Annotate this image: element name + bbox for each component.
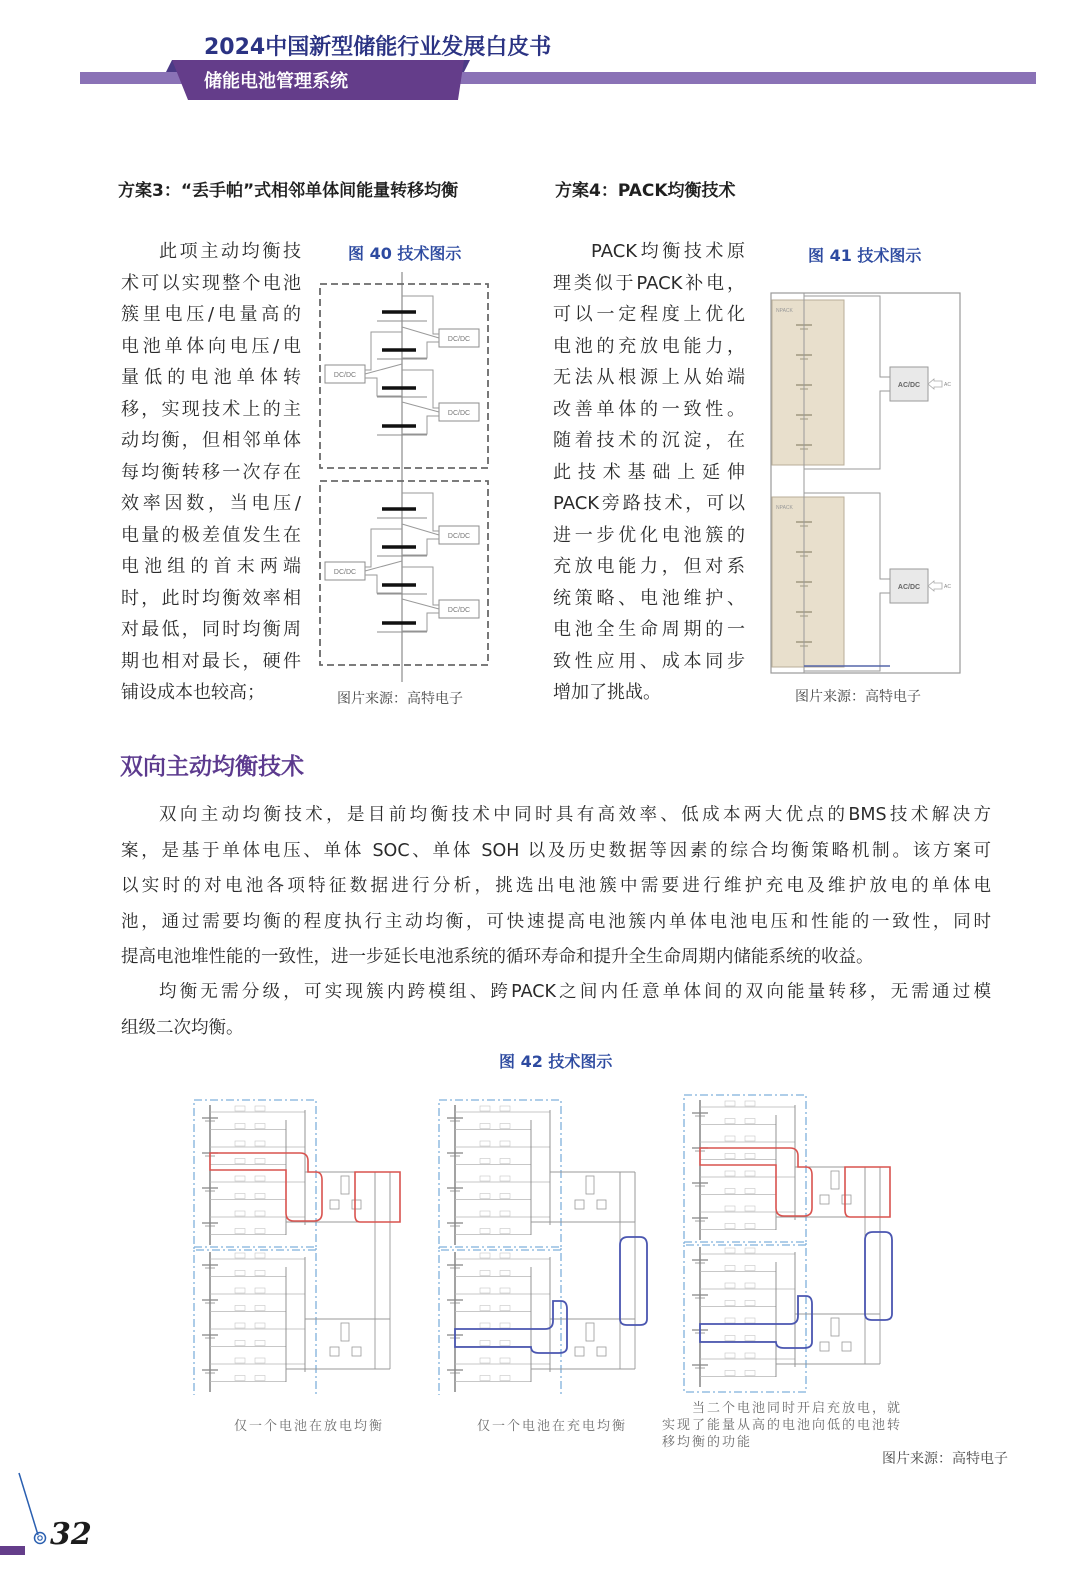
switch bbox=[235, 1176, 245, 1181]
text-line: 量低的电池单体转 bbox=[121, 367, 301, 388]
switch bbox=[500, 1141, 510, 1146]
switch bbox=[500, 1211, 510, 1216]
switch bbox=[255, 1341, 265, 1346]
switch bbox=[745, 1171, 755, 1176]
switch bbox=[725, 1189, 735, 1194]
bidirectional-heading: 双向主动均衡技术 bbox=[120, 754, 304, 780]
text-line: 电池单体向电压/电 bbox=[121, 335, 301, 357]
dc-dc-label: DC/DC bbox=[447, 336, 471, 343]
text-line: 无法从根源上从始端 bbox=[553, 367, 745, 388]
text-line: 期也相对最长，硬件 bbox=[121, 650, 301, 672]
text-line: 铺设成本也较高； bbox=[121, 682, 265, 703]
figure42-panel1-caption: 仅一个电池在放电均衡 bbox=[234, 1419, 385, 1434]
text-line: 此技术基础上延伸 bbox=[553, 461, 745, 483]
dc-dc-label: DC/DC bbox=[447, 533, 471, 540]
switch bbox=[745, 1189, 755, 1194]
switch bbox=[725, 1171, 735, 1176]
switch bbox=[480, 1253, 490, 1258]
switch bbox=[500, 1229, 510, 1234]
text-line: 电池的充放电能力， bbox=[553, 335, 745, 357]
mosfet bbox=[330, 1200, 339, 1209]
switch bbox=[255, 1194, 265, 1199]
text-line: 以实时的对电池各项特征数据进行分析，挑选出电池簇中需要进行维护充电及维护放电的单体电 bbox=[121, 876, 991, 896]
text-line: 动均衡，但相邻单体 bbox=[121, 430, 301, 451]
charge-path bbox=[865, 1232, 892, 1320]
switch bbox=[255, 1376, 265, 1381]
switch bbox=[480, 1271, 490, 1276]
text-line: 可以一定程度上优化 bbox=[553, 304, 745, 325]
mosfet bbox=[352, 1347, 361, 1356]
transformer bbox=[831, 1318, 839, 1336]
switch bbox=[480, 1288, 490, 1293]
switch bbox=[480, 1358, 490, 1363]
text-line: 统策略、电池维护、 bbox=[553, 587, 745, 609]
text-line: 组级二次均衡。 bbox=[121, 1017, 244, 1038]
mosfet bbox=[575, 1347, 584, 1356]
text-line: PACK均衡技术原 bbox=[591, 241, 745, 262]
switch bbox=[235, 1288, 245, 1293]
text-line: 理类似于PACK补电， bbox=[553, 272, 745, 294]
switch bbox=[235, 1229, 245, 1234]
switch bbox=[255, 1253, 265, 1258]
switch bbox=[255, 1159, 265, 1164]
switch bbox=[745, 1206, 755, 1211]
switch bbox=[235, 1141, 245, 1146]
switch bbox=[500, 1376, 510, 1381]
switch bbox=[235, 1194, 245, 1199]
switch bbox=[725, 1224, 735, 1229]
switch bbox=[255, 1288, 265, 1293]
switch bbox=[745, 1101, 755, 1106]
switch bbox=[725, 1371, 735, 1376]
switch bbox=[235, 1341, 245, 1346]
switch bbox=[255, 1124, 265, 1129]
switch bbox=[725, 1283, 735, 1288]
mosfet bbox=[842, 1195, 851, 1204]
switch bbox=[255, 1176, 265, 1181]
text-line: 对最低，同时均衡周 bbox=[121, 619, 301, 640]
discharge-path bbox=[355, 1172, 400, 1222]
switch bbox=[725, 1101, 735, 1106]
ac-label: AC bbox=[944, 584, 951, 590]
text-line: 术可以实现整个电池 bbox=[121, 272, 301, 294]
ac-dc-label: AC/DC bbox=[897, 584, 921, 591]
switch bbox=[480, 1159, 490, 1164]
switch bbox=[255, 1358, 265, 1363]
switch bbox=[725, 1318, 735, 1323]
switch bbox=[480, 1124, 490, 1129]
switch bbox=[500, 1271, 510, 1276]
switch bbox=[745, 1266, 755, 1271]
switch bbox=[235, 1253, 245, 1258]
scheme3-heading: 方案3：“丢手帕”式相邻单体间能量转移均衡 bbox=[118, 181, 459, 201]
switch bbox=[255, 1106, 265, 1111]
text-line: 增加了挑战。 bbox=[553, 682, 661, 703]
text-line: 此项主动均衡技 bbox=[159, 241, 301, 262]
figure40-caption: 图 40 技术图示 bbox=[348, 244, 462, 263]
switch bbox=[745, 1248, 755, 1253]
figure42-panel-both bbox=[680, 1090, 910, 1395]
switch bbox=[500, 1176, 510, 1181]
discharge-path bbox=[845, 1167, 890, 1217]
text-line: PACK旁路技术，可以 bbox=[553, 493, 745, 514]
figure42-caption: 图 42 技术图示 bbox=[499, 1052, 613, 1071]
text-line: 改善单体的一致性。 bbox=[553, 398, 745, 420]
figure40-diagram bbox=[315, 272, 495, 682]
ac-label: AC bbox=[944, 382, 951, 388]
text-line: 电量的极差值发生在 bbox=[121, 524, 301, 546]
switch bbox=[725, 1206, 735, 1211]
switch bbox=[500, 1323, 510, 1328]
module-boundary bbox=[194, 1100, 316, 1250]
text-line: 池，通过需要均衡的程度执行主动均衡，可快速提高电池簇内单体电池电压和性能的一致性，同时 bbox=[121, 911, 991, 932]
mosfet bbox=[597, 1347, 606, 1356]
text-line: 双向主动均衡技术，是目前均衡技术中同时具有高效率、低成本两大优点的BMS技术解决方 bbox=[159, 805, 991, 825]
text-line: 充放电能力，但对系 bbox=[553, 556, 745, 577]
switch bbox=[745, 1336, 755, 1341]
mosfet bbox=[352, 1200, 361, 1209]
switch bbox=[255, 1211, 265, 1216]
figure42-source: 图片来源：高特电子 bbox=[882, 1451, 1008, 1467]
bidirectional-paragraph-1 bbox=[121, 798, 991, 976]
figure42-panel-discharge bbox=[190, 1095, 415, 1395]
scheme4-text bbox=[553, 236, 745, 709]
transformer bbox=[341, 1323, 349, 1341]
ac-input-arrow bbox=[928, 379, 942, 389]
text-line: 案，是基于单体电压、单体 SOC、单体 SOH 以及历史数据等因素的综合均衡策略机制。该方案可 bbox=[121, 840, 991, 861]
mosfet bbox=[330, 1347, 339, 1356]
transformer bbox=[341, 1176, 349, 1194]
page-number: 32 bbox=[50, 1517, 92, 1552]
charge-path bbox=[620, 1237, 647, 1325]
switch bbox=[725, 1154, 735, 1159]
figure42-panel-charge bbox=[435, 1095, 660, 1395]
switch bbox=[725, 1119, 735, 1124]
scheme3-text bbox=[121, 236, 301, 709]
scheme4-heading: 方案4：PACK均衡技术 bbox=[555, 181, 736, 201]
figure41-diagram bbox=[770, 292, 962, 676]
mosfet bbox=[820, 1195, 829, 1204]
text-line: 随着技术的沉淀，在 bbox=[553, 430, 745, 451]
switch bbox=[500, 1106, 510, 1111]
switch bbox=[235, 1211, 245, 1216]
switch bbox=[235, 1124, 245, 1129]
switch bbox=[480, 1341, 490, 1346]
switch bbox=[235, 1376, 245, 1381]
switch bbox=[500, 1253, 510, 1258]
text-line: 效率因数，当电压/ bbox=[121, 493, 301, 514]
text-line: 簇里电压/电量高的 bbox=[121, 304, 301, 325]
figure40-source: 图片来源：高特电子 bbox=[337, 691, 463, 707]
switch bbox=[235, 1271, 245, 1276]
switch bbox=[500, 1194, 510, 1199]
section-subtitle: 储能电池管理系统 bbox=[204, 71, 348, 92]
switch bbox=[255, 1141, 265, 1146]
switch bbox=[500, 1159, 510, 1164]
switch bbox=[255, 1271, 265, 1276]
module-boundary bbox=[684, 1095, 806, 1245]
switch bbox=[480, 1194, 490, 1199]
switch bbox=[235, 1323, 245, 1328]
switch bbox=[235, 1106, 245, 1111]
switch bbox=[500, 1341, 510, 1346]
switch bbox=[235, 1306, 245, 1311]
switch bbox=[725, 1353, 735, 1358]
switch bbox=[480, 1106, 490, 1111]
switch bbox=[725, 1301, 735, 1306]
text-line: 进一步优化电池簇的 bbox=[553, 524, 745, 546]
switch bbox=[480, 1141, 490, 1146]
dc-dc-label: DC/DC bbox=[447, 607, 471, 614]
switch bbox=[500, 1124, 510, 1129]
switch bbox=[500, 1358, 510, 1363]
module-boundary bbox=[684, 1242, 806, 1392]
ac-dc-label: AC/DC bbox=[897, 382, 921, 389]
ac-input-arrow bbox=[928, 581, 942, 591]
switch bbox=[255, 1306, 265, 1311]
text-line: 提高电池堆性能的一致性，进一步延长电池系统的循环寿命和提升全生命周期内储能系统的收益。 bbox=[121, 947, 874, 967]
switch bbox=[745, 1301, 755, 1306]
switch bbox=[745, 1136, 755, 1141]
transformer bbox=[586, 1176, 594, 1194]
mosfet bbox=[575, 1200, 584, 1209]
switch bbox=[480, 1211, 490, 1216]
pack-label: NPACK bbox=[776, 505, 793, 511]
switch bbox=[500, 1288, 510, 1293]
figure42-panel3-caption: 当二个电池同时开启充放电，就实现了能量从高的电池向低的电池转移均衡的功能 bbox=[662, 1401, 903, 1450]
mosfet bbox=[820, 1342, 829, 1351]
text-line: 移，实现技术上的主 bbox=[121, 398, 301, 420]
figure41-caption: 图 41 技术图示 bbox=[808, 246, 922, 265]
text-line: 均衡无需分级，可实现簇内跨模组、跨PACK之间内任意单体间的双向能量转移，无需通过模 bbox=[159, 982, 991, 1002]
mosfet bbox=[597, 1200, 606, 1209]
switch bbox=[255, 1229, 265, 1234]
switch bbox=[480, 1229, 490, 1234]
switch bbox=[725, 1248, 735, 1253]
bidirectional-paragraph-2 bbox=[121, 975, 991, 1046]
dc-dc-label: DC/DC bbox=[333, 372, 357, 379]
switch bbox=[745, 1353, 755, 1358]
switch bbox=[480, 1376, 490, 1381]
switch bbox=[255, 1323, 265, 1328]
transformer bbox=[831, 1171, 839, 1189]
text-line: 时，此时均衡效率相 bbox=[121, 587, 301, 609]
switch bbox=[745, 1318, 755, 1323]
text-line: 致性应用、成本同步 bbox=[553, 650, 745, 672]
switch bbox=[235, 1358, 245, 1363]
text-line: 电池组的首末两端 bbox=[121, 556, 301, 577]
dc-dc-label: DC/DC bbox=[447, 410, 471, 417]
switch bbox=[725, 1136, 735, 1141]
transformer bbox=[586, 1323, 594, 1341]
switch bbox=[745, 1283, 755, 1288]
text-line: 电池全生命周期的一 bbox=[553, 619, 745, 640]
switch bbox=[480, 1306, 490, 1311]
switch bbox=[725, 1266, 735, 1271]
mosfet bbox=[842, 1342, 851, 1351]
figure41-source: 图片来源：高特电子 bbox=[795, 689, 921, 705]
switch bbox=[725, 1336, 735, 1341]
pack-label: NPACK bbox=[776, 308, 793, 314]
document-title: 2024中国新型储能行业发展白皮书 bbox=[204, 35, 552, 60]
switch bbox=[745, 1371, 755, 1376]
switch bbox=[745, 1224, 755, 1229]
module-boundary bbox=[439, 1100, 561, 1250]
switch bbox=[480, 1176, 490, 1181]
figure42-panel2-caption: 仅一个电池在充电均衡 bbox=[477, 1419, 628, 1434]
switch bbox=[235, 1159, 245, 1164]
dc-dc-label: DC/DC bbox=[333, 569, 357, 576]
switch bbox=[500, 1306, 510, 1311]
switch bbox=[480, 1323, 490, 1328]
text-line: 每均衡转移一次存在 bbox=[121, 461, 301, 483]
switch bbox=[745, 1119, 755, 1124]
switch bbox=[745, 1154, 755, 1159]
